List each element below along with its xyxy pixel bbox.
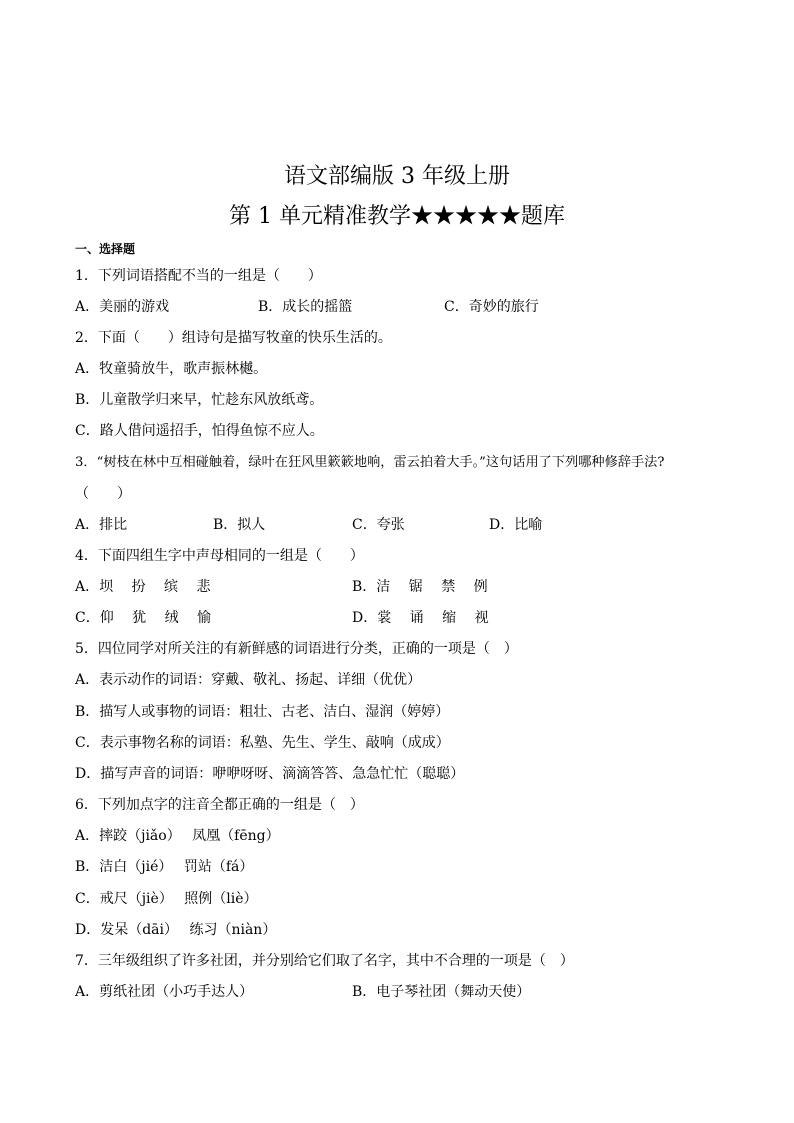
question-4-option-b: B．洁 锯 禁 例 xyxy=(352,579,488,595)
question-6-option-c: C．戒尺（jiè） 照例（liè） xyxy=(75,891,258,907)
question-6-option-a: A．摔跤（jiǎo） 凤凰（fēng） xyxy=(75,828,280,844)
question-4-stem: 4．下面四组生字中声母相同的一组是（ ） xyxy=(75,548,364,564)
document-subtitle: 第 1 单元精准教学★★★★★题库 xyxy=(229,204,565,229)
question-6-option-d: D．发呆（dāi） 练习（niàn） xyxy=(75,922,277,938)
question-4-option-d: D．裳 诵 缩 视 xyxy=(352,610,489,626)
question-5-option-d: D．描写声音的词语：咿咿呀呀、滴滴答答、急急忙忙（聪聪） xyxy=(75,766,465,782)
question-3-option-c: C．夸张 xyxy=(352,517,405,533)
question-5-option-b: B．描写人或事物的词语：粗壮、古老、洁白、湿润（婷婷） xyxy=(75,704,450,720)
question-3-option-d: D．比喻 xyxy=(489,517,543,533)
document-title: 语文部编版 3 年级上册 xyxy=(284,164,510,189)
question-5-option-c: C．表示事物名称的词语：私塾、先生、学生、敲响（成成） xyxy=(75,735,450,751)
section-heading: 一、选择题 xyxy=(75,242,136,256)
question-3-option-a: A．排比 xyxy=(75,517,128,533)
question-3-option-b: B．拟人 xyxy=(213,517,266,533)
question-7-stem: 7．三年级组织了许多社团，并分别给它们取了名字，其中不合理的一项是（ ） xyxy=(75,953,574,969)
question-7-option-b: B．电子琴社团（舞动天使） xyxy=(352,984,531,1000)
question-6-option-b: B．洁白（jié） 罚站（fá） xyxy=(75,859,254,875)
question-1-option-a: A．美丽的游戏 xyxy=(75,299,170,315)
question-1-option-c: C．奇妙的旅行 xyxy=(444,299,539,315)
question-3-stem: 3．“树枝在林中互相碰触着，绿叶在狂风里簌簌地响，雷云拍着大手。”这句话用了下列哪种修辞手法? xyxy=(75,455,665,470)
question-1-option-b: B．成长的摇篮 xyxy=(258,299,353,315)
question-2-stem: 2．下面（ ）组诗句是描写牧童的快乐生活的。 xyxy=(75,330,392,346)
question-7-option-a: A．剪纸社团（小巧手达人） xyxy=(75,984,254,1000)
question-2-option-b: B．儿童散学归来早，忙趁东风放纸鸢。 xyxy=(75,392,324,408)
question-4-option-a: A．坝 扮 缤 悲 xyxy=(75,579,211,595)
question-1-stem: 1．下列词语搭配不当的一组是（ ） xyxy=(75,268,322,284)
question-4-option-c: C．仰 犹 绒 愉 xyxy=(75,610,212,626)
question-5-option-a: A．表示动作的词语：穿戴、敬礼、扬起、详细（优优） xyxy=(75,672,422,688)
question-6-stem: 6．下列加点字的注音全都正确的一组是（ ） xyxy=(75,797,364,813)
question-5-stem: 5．四位同学对所关注的有新鲜感的词语进行分类，正确的一项是（ ） xyxy=(75,641,518,657)
question-2-option-c: C．路人借问遥招手，怕得鱼惊不应人。 xyxy=(75,423,324,439)
question-2-option-a: A．牧童骑放牛，歌声振林樾。 xyxy=(75,361,268,377)
question-3-stem-continued: （ ） xyxy=(75,486,131,502)
